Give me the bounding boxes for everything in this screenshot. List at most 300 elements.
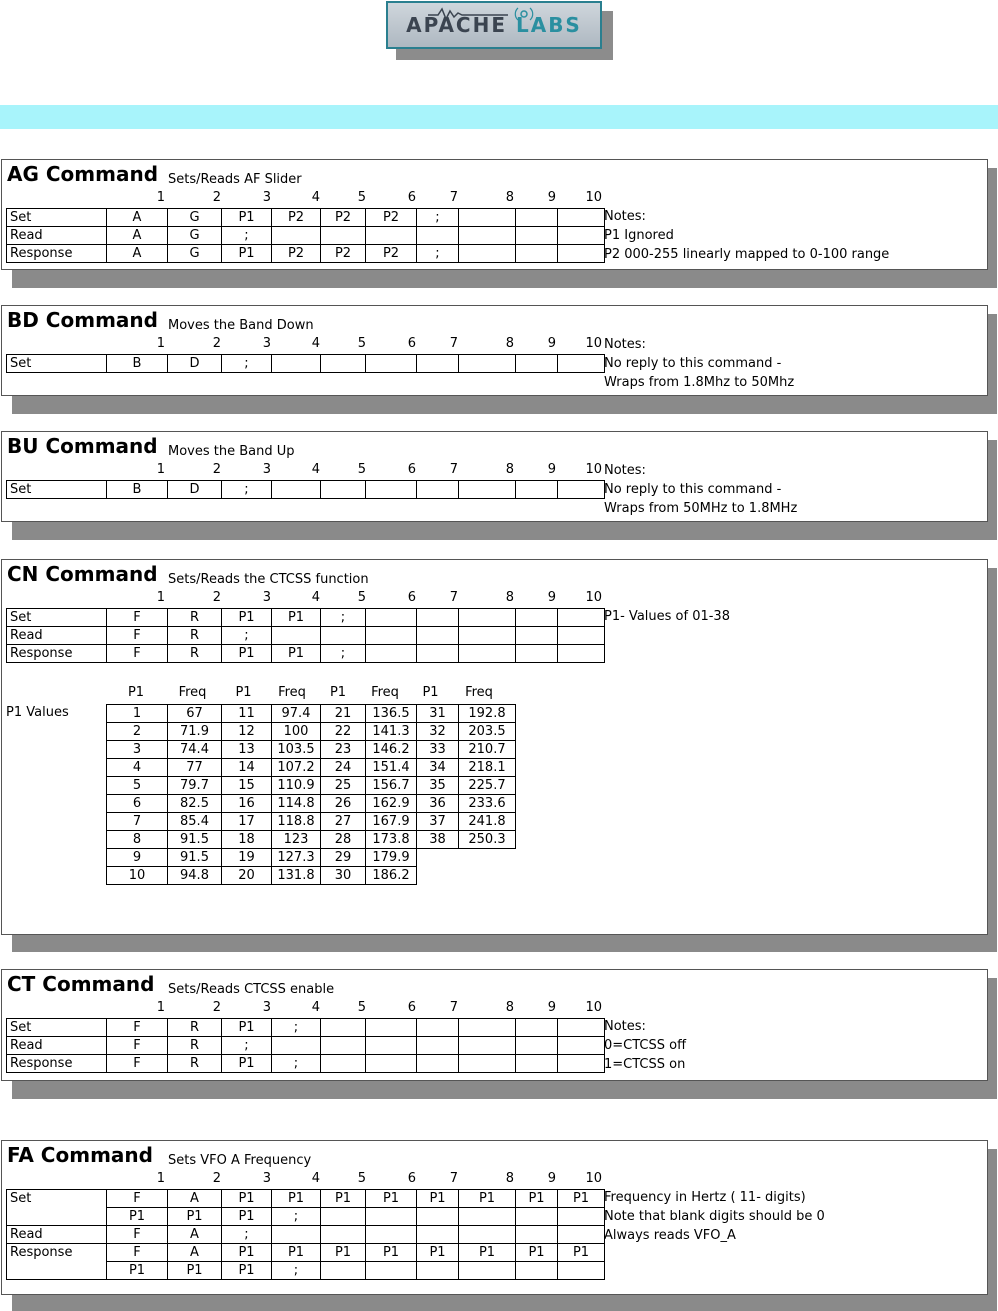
table-cell: 82.5: [168, 795, 222, 813]
column-number: 1: [156, 590, 165, 605]
table-cell: P1: [417, 1190, 459, 1208]
table-cell: ;: [417, 245, 459, 263]
column-number: 9: [547, 462, 556, 477]
table-cell: F: [107, 1226, 168, 1244]
table-cell: 31: [417, 705, 459, 723]
table-cell: 34: [417, 759, 459, 777]
table-cell: [321, 227, 366, 245]
table-row: [7, 645, 605, 663]
table-cell: P2: [272, 209, 321, 227]
table-cell: 233.6: [459, 795, 516, 813]
p1-header-cell: Freq: [465, 685, 493, 700]
table-cell: 30: [321, 867, 366, 885]
table-cell: ;: [272, 1019, 321, 1037]
table-cell: [417, 355, 459, 373]
table-cell: 203.5: [459, 723, 516, 741]
table-cell: [459, 481, 516, 499]
table-cell: A: [168, 1244, 222, 1262]
bd-note: Notes:: [604, 337, 646, 352]
table-cell: P1: [366, 1244, 417, 1262]
table-cell: [417, 1226, 459, 1244]
column-number: 9: [547, 336, 556, 351]
table-cell: 225.7: [459, 777, 516, 795]
table-cell: [516, 227, 558, 245]
table-cell: [417, 609, 459, 627]
table-cell: 94.8: [168, 867, 222, 885]
table-cell: P1: [516, 1244, 558, 1262]
table-cell: R: [168, 1019, 222, 1037]
table-cell: P1: [222, 1055, 272, 1073]
table-cell: 21: [321, 705, 366, 723]
row-label: Read: [7, 1037, 107, 1055]
fa-note: Frequency in Hertz ( 11- digits): [604, 1190, 806, 1205]
table-row: [7, 1037, 605, 1055]
column-number: 10: [585, 590, 602, 605]
table-cell: P1: [222, 609, 272, 627]
column-number: 9: [547, 1171, 556, 1186]
column-number: 5: [357, 590, 366, 605]
table-cell: [558, 209, 605, 227]
ct-subtitle: Sets/Reads CTCSS enable: [168, 982, 335, 997]
column-number: 7: [449, 1171, 458, 1186]
bu-subtitle: Moves the Band Up: [168, 444, 295, 459]
logo-text-labs: LABS: [515, 13, 582, 37]
table-cell: 13: [222, 741, 272, 759]
column-number: 5: [357, 336, 366, 351]
cn-note: P1- Values of 01-38: [604, 609, 730, 624]
table-cell: [417, 1055, 459, 1073]
p1-table-header: [106, 685, 526, 703]
table-cell: 210.7: [459, 741, 516, 759]
column-number: 3: [262, 190, 271, 205]
table-cell: 162.9: [366, 795, 417, 813]
table-cell: P1: [459, 1190, 516, 1208]
fa-title: FA Command: [7, 1143, 153, 1167]
table-cell: ;: [222, 227, 272, 245]
table-row: [7, 1226, 605, 1244]
table-cell: [459, 627, 516, 645]
table-row: [107, 831, 516, 849]
bd-command-panel: [1, 305, 988, 396]
p1-header-cell: Freq: [371, 685, 399, 700]
table-cell: [321, 1037, 366, 1055]
table-cell: P2: [366, 209, 417, 227]
table-cell: [417, 627, 459, 645]
table-cell: [272, 481, 321, 499]
table-cell: [366, 227, 417, 245]
table-cell: 6: [107, 795, 168, 813]
table-cell: ;: [222, 1037, 272, 1055]
cn-column-numbers: [2, 590, 622, 609]
table-cell: R: [168, 1037, 222, 1055]
table-cell: [321, 481, 366, 499]
table-cell: P2: [366, 245, 417, 263]
column-number: 4: [311, 462, 320, 477]
table-cell: G: [168, 227, 222, 245]
table-cell: [321, 355, 366, 373]
column-number: 3: [262, 590, 271, 605]
column-number: 2: [212, 336, 221, 351]
bu-command-table: [6, 480, 605, 499]
table-cell: B: [107, 355, 168, 373]
table-cell: ;: [417, 209, 459, 227]
table-cell: 118.8: [272, 813, 321, 831]
table-cell: A: [107, 209, 168, 227]
table-cell: R: [168, 609, 222, 627]
column-number: 4: [311, 590, 320, 605]
column-number: 6: [407, 590, 416, 605]
fa-command-table: [6, 1189, 605, 1280]
table-cell: [417, 867, 459, 885]
table-cell: [366, 481, 417, 499]
column-number: 4: [311, 336, 320, 351]
table-row: [107, 777, 516, 795]
table-cell: 136.5: [366, 705, 417, 723]
table-cell: 77: [168, 759, 222, 777]
column-number: 3: [262, 336, 271, 351]
ct-column-numbers: [2, 1000, 622, 1019]
table-cell: [516, 1019, 558, 1037]
table-row: [7, 355, 605, 373]
column-number: 2: [212, 462, 221, 477]
table-cell: [516, 1208, 558, 1226]
table-cell: [272, 1226, 321, 1244]
table-row: [107, 759, 516, 777]
column-number: 1: [156, 1171, 165, 1186]
table-cell: [459, 227, 516, 245]
table-cell: 151.4: [366, 759, 417, 777]
table-cell: F: [107, 1055, 168, 1073]
table-cell: [272, 627, 321, 645]
p1-header-cell: P1: [422, 685, 439, 700]
table-row: [7, 1055, 605, 1073]
table-cell: 250.3: [459, 831, 516, 849]
fa-column-numbers: [2, 1171, 622, 1190]
column-number: 10: [585, 190, 602, 205]
bd-note: Wraps from 1.8Mhz to 50Mhz: [604, 375, 795, 390]
table-cell: [417, 227, 459, 245]
table-cell: D: [168, 355, 222, 373]
table-cell: P1: [222, 1190, 272, 1208]
table-cell: 2: [107, 723, 168, 741]
column-number: 1: [156, 336, 165, 351]
table-cell: F: [107, 1244, 168, 1262]
table-cell: [558, 1019, 605, 1037]
table-cell: A: [168, 1226, 222, 1244]
table-cell: P1: [558, 1244, 605, 1262]
table-row: [7, 1244, 605, 1262]
table-cell: 23: [321, 741, 366, 759]
table-cell: [516, 627, 558, 645]
table-cell: [558, 627, 605, 645]
table-cell: 28: [321, 831, 366, 849]
ct-title: CT Command: [7, 972, 155, 996]
table-cell: P1: [272, 609, 321, 627]
table-cell: 85.4: [168, 813, 222, 831]
column-number: 9: [547, 1000, 556, 1015]
table-cell: 241.8: [459, 813, 516, 831]
table-cell: [366, 1226, 417, 1244]
table-cell: 1: [107, 705, 168, 723]
table-cell: [516, 245, 558, 263]
table-cell: 24: [321, 759, 366, 777]
column-number: 9: [547, 190, 556, 205]
p1-header-cell: P1: [127, 685, 145, 700]
table-cell: 74.4: [168, 741, 222, 759]
ag-title: AG Command: [7, 162, 159, 186]
table-cell: [459, 609, 516, 627]
table-cell: 123: [272, 831, 321, 849]
bu-note: Wraps from 50MHz to 1.8MHz: [604, 501, 798, 516]
table-cell: [366, 1037, 417, 1055]
bd-title: BD Command: [7, 308, 158, 332]
table-cell: [417, 1019, 459, 1037]
table-cell: [366, 355, 417, 373]
row-label: Read: [7, 627, 107, 645]
table-cell: F: [107, 1037, 168, 1055]
table-cell: [272, 355, 321, 373]
table-cell: 20: [222, 867, 272, 885]
row-label: Set: [7, 355, 107, 373]
table-cell: [366, 1019, 417, 1037]
table-cell: 16: [222, 795, 272, 813]
column-number: 3: [262, 1171, 271, 1186]
table-cell: 173.8: [366, 831, 417, 849]
table-cell: [272, 1037, 321, 1055]
table-cell: A: [168, 1190, 222, 1208]
table-cell: 7: [107, 813, 168, 831]
table-cell: 146.2: [366, 741, 417, 759]
column-number: 2: [212, 1171, 221, 1186]
column-number: 6: [407, 190, 416, 205]
table-cell: [558, 1055, 605, 1073]
ct-command-table: [6, 1018, 605, 1073]
table-cell: 103.5: [272, 741, 321, 759]
table-cell: [321, 627, 366, 645]
table-row: [107, 795, 516, 813]
table-cell: 192.8: [459, 705, 516, 723]
table-cell: [558, 227, 605, 245]
ct-command-panel: [1, 969, 988, 1081]
table-cell: [558, 1037, 605, 1055]
table-cell: B: [107, 481, 168, 499]
table-cell: F: [107, 645, 168, 663]
table-cell: 71.9: [168, 723, 222, 741]
table-cell: P1: [222, 1244, 272, 1262]
cn-command-table: [6, 608, 605, 663]
table-cell: 97.4: [272, 705, 321, 723]
table-cell: 38: [417, 831, 459, 849]
table-row: [7, 209, 605, 227]
table-cell: [417, 481, 459, 499]
cn-command-panel: [1, 559, 988, 935]
table-cell: [366, 1055, 417, 1073]
table-cell: [366, 609, 417, 627]
table-cell: [558, 1208, 605, 1226]
table-cell: 19: [222, 849, 272, 867]
table-cell: F: [107, 627, 168, 645]
column-number: 8: [505, 1000, 514, 1015]
table-cell: [516, 1037, 558, 1055]
column-number: 9: [547, 590, 556, 605]
p1-values-table: [106, 704, 516, 885]
table-cell: [558, 609, 605, 627]
table-cell: [417, 849, 459, 867]
table-cell: 8: [107, 831, 168, 849]
cn-subtitle: Sets/Reads the CTCSS function: [168, 572, 369, 587]
table-cell: P1: [222, 209, 272, 227]
bd-subtitle: Moves the Band Down: [168, 318, 314, 333]
ct-note: 1=CTCSS on: [604, 1057, 686, 1072]
table-row: [7, 1019, 605, 1037]
table-cell: [459, 1226, 516, 1244]
table-cell: [321, 1226, 366, 1244]
table-cell: [558, 481, 605, 499]
table-row: [107, 723, 516, 741]
table-cell: 29: [321, 849, 366, 867]
column-number: 7: [449, 336, 458, 351]
table-cell: P1: [168, 1208, 222, 1226]
column-number: 6: [407, 462, 416, 477]
p1-header-cell: P1: [235, 685, 252, 700]
column-number: 8: [505, 1171, 514, 1186]
table-cell: 100: [272, 723, 321, 741]
column-number: 10: [585, 336, 602, 351]
row-label: Set: [7, 1019, 107, 1037]
row-label: Set: [7, 1190, 107, 1208]
table-cell: P1: [107, 1208, 168, 1226]
column-number: 8: [505, 590, 514, 605]
table-cell: [417, 645, 459, 663]
table-cell: 114.8: [272, 795, 321, 813]
table-cell: 15: [222, 777, 272, 795]
ag-subtitle: Sets/Reads AF Slider: [168, 172, 302, 187]
table-cell: 110.9: [272, 777, 321, 795]
table-cell: [516, 481, 558, 499]
table-cell: P1: [272, 1244, 321, 1262]
table-cell: [366, 627, 417, 645]
apache-labs-logo: [386, 1, 602, 49]
table-cell: 32: [417, 723, 459, 741]
row-label: Response: [7, 645, 107, 663]
table-cell: 167.9: [366, 813, 417, 831]
table-cell: ;: [272, 1055, 321, 1073]
column-number: 6: [407, 1000, 416, 1015]
column-number: 6: [407, 336, 416, 351]
table-cell: P2: [321, 209, 366, 227]
column-number: 10: [585, 1000, 602, 1015]
table-cell: P1: [321, 1244, 366, 1262]
column-number: 7: [449, 1000, 458, 1015]
row-label: Response: [7, 245, 107, 263]
table-cell: [459, 1262, 516, 1280]
table-cell: [366, 1262, 417, 1280]
table-cell: ;: [222, 481, 272, 499]
table-cell: 22: [321, 723, 366, 741]
table-cell: P1: [516, 1190, 558, 1208]
table-row: [107, 867, 516, 885]
table-row: [107, 705, 516, 723]
table-cell: [272, 227, 321, 245]
column-number: 4: [311, 190, 320, 205]
p1-header-cell: Freq: [178, 685, 207, 700]
bd-column-numbers: [2, 336, 622, 355]
table-cell: F: [107, 1019, 168, 1037]
table-cell: R: [168, 1055, 222, 1073]
table-cell: P1: [459, 1244, 516, 1262]
bd-note: No reply to this command -: [604, 356, 782, 371]
bd-command-table: [6, 354, 605, 373]
table-cell: 9: [107, 849, 168, 867]
bu-title: BU Command: [7, 434, 158, 458]
table-cell: 186.2: [366, 867, 417, 885]
table-cell: P2: [272, 245, 321, 263]
table-cell: [516, 209, 558, 227]
bu-note: Notes:: [604, 463, 646, 478]
table-cell: 179.9: [366, 849, 417, 867]
table-row: [107, 741, 516, 759]
row-label: Response: [7, 1055, 107, 1073]
table-cell: 14: [222, 759, 272, 777]
table-cell: P1: [558, 1190, 605, 1208]
ag-command-table: [6, 208, 605, 263]
column-number: 2: [212, 190, 221, 205]
column-number: 10: [585, 462, 602, 477]
column-number: 2: [212, 590, 221, 605]
logo-text-apache: APACHE: [406, 13, 507, 37]
p1-header-cell: Freq: [278, 685, 306, 700]
table-row: [7, 1208, 605, 1226]
row-label: Read: [7, 227, 107, 245]
table-cell: [558, 645, 605, 663]
column-number: 1: [156, 1000, 165, 1015]
table-cell: 79.7: [168, 777, 222, 795]
table-cell: 141.3: [366, 723, 417, 741]
table-cell: 11: [222, 705, 272, 723]
fa-subtitle: Sets VFO A Frequency: [168, 1153, 312, 1168]
table-cell: P1: [417, 1244, 459, 1262]
bu-command-panel: [1, 431, 988, 522]
table-cell: [516, 355, 558, 373]
column-number: 5: [357, 1000, 366, 1015]
column-number: 3: [262, 462, 271, 477]
column-number: 7: [449, 462, 458, 477]
ag-command-panel: [1, 159, 988, 270]
table-cell: A: [107, 227, 168, 245]
table-cell: 3: [107, 741, 168, 759]
table-cell: 131.8: [272, 867, 321, 885]
table-cell: P1: [222, 1019, 272, 1037]
table-cell: [459, 1037, 516, 1055]
table-cell: [516, 1262, 558, 1280]
table-row: [107, 813, 516, 831]
column-number: 8: [505, 190, 514, 205]
table-cell: P1: [272, 1190, 321, 1208]
row-label: Set: [7, 609, 107, 627]
ct-note: Notes:: [604, 1019, 646, 1034]
table-cell: 156.7: [366, 777, 417, 795]
p1-header-cell: P1: [329, 685, 347, 700]
table-cell: 107.2: [272, 759, 321, 777]
column-number: 10: [585, 1171, 602, 1186]
table-cell: 10: [107, 867, 168, 885]
ag-note: P1 Ignored: [604, 228, 674, 243]
table-cell: ;: [222, 355, 272, 373]
table-cell: [558, 1226, 605, 1244]
table-row: [7, 1190, 605, 1208]
ag-note: P2 000-255 linearly mapped to 0-100 range: [604, 247, 890, 262]
table-row: [7, 609, 605, 627]
